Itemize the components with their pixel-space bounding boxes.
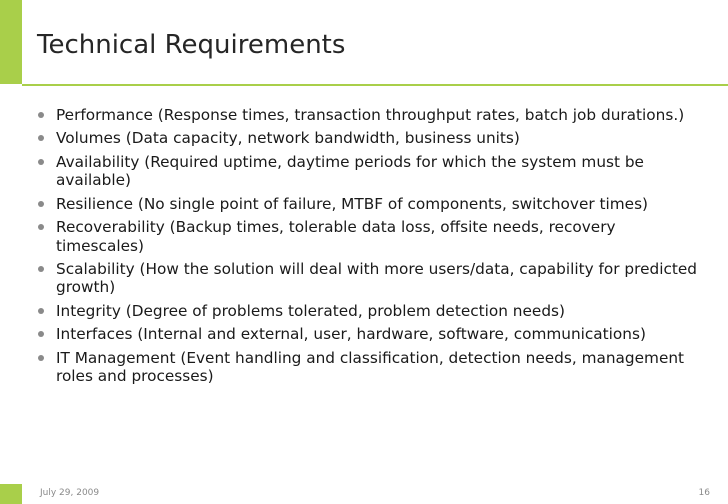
bullet-item bbox=[36, 106, 706, 125]
bullet-item bbox=[36, 153, 706, 190]
footer-date: July 29, 2009 bbox=[40, 488, 100, 498]
bullet-text: Performance (Response times, transaction throughput rates, batch job durations.) bbox=[56, 106, 685, 124]
accent-bar-top bbox=[0, 0, 22, 84]
bullet-dot-icon bbox=[38, 112, 44, 118]
slide-title: Technical Requirements bbox=[37, 30, 346, 60]
bullet-item bbox=[36, 349, 706, 386]
bullet-item bbox=[36, 129, 706, 148]
bullet-item bbox=[36, 260, 706, 297]
bullet-text: Availability (Required uptime, daytime periods for which the system must be available) bbox=[56, 152, 644, 190]
bullet-dot-icon bbox=[38, 308, 44, 314]
bullet-text: Integrity (Degree of problems tolerated, problem detection needs) bbox=[56, 301, 565, 320]
bullet-text: Scalability (How the solution will deal with more users/data, capability for predicted growth) bbox=[56, 259, 697, 297]
bullet-text: Resilience (No single point of failure, MTBF of components, switchover times) bbox=[56, 194, 649, 213]
bullet-dot-icon bbox=[38, 159, 44, 165]
bullet-item bbox=[36, 302, 706, 321]
page-number: 16 bbox=[698, 488, 710, 498]
bullet-dot-icon bbox=[38, 355, 44, 361]
accent-bar-bottom bbox=[0, 484, 22, 504]
bullet-item bbox=[36, 218, 706, 255]
bullet-text: Volumes (Data capacity, network bandwidth, business units) bbox=[56, 129, 520, 148]
bullet-text: Interfaces (Internal and external, user, hardware, software, communications) bbox=[56, 325, 646, 344]
bullet-text: Recoverability (Backup times, tolerable data loss, offsite needs, recovery timescales) bbox=[56, 218, 616, 255]
bullet-dot-icon bbox=[38, 135, 44, 141]
bullet-item bbox=[36, 195, 706, 214]
bullet-dot-icon bbox=[38, 224, 44, 230]
bullet-item bbox=[36, 325, 706, 344]
bullet-dot-icon bbox=[38, 331, 44, 337]
bullet-dot-icon bbox=[38, 201, 44, 207]
bullet-list bbox=[36, 106, 706, 391]
title-divider bbox=[22, 84, 728, 86]
bullet-dot-icon bbox=[38, 266, 44, 272]
bullet-text: IT Management (Event handling and classification, detection needs, management roles and processes) bbox=[56, 348, 685, 386]
